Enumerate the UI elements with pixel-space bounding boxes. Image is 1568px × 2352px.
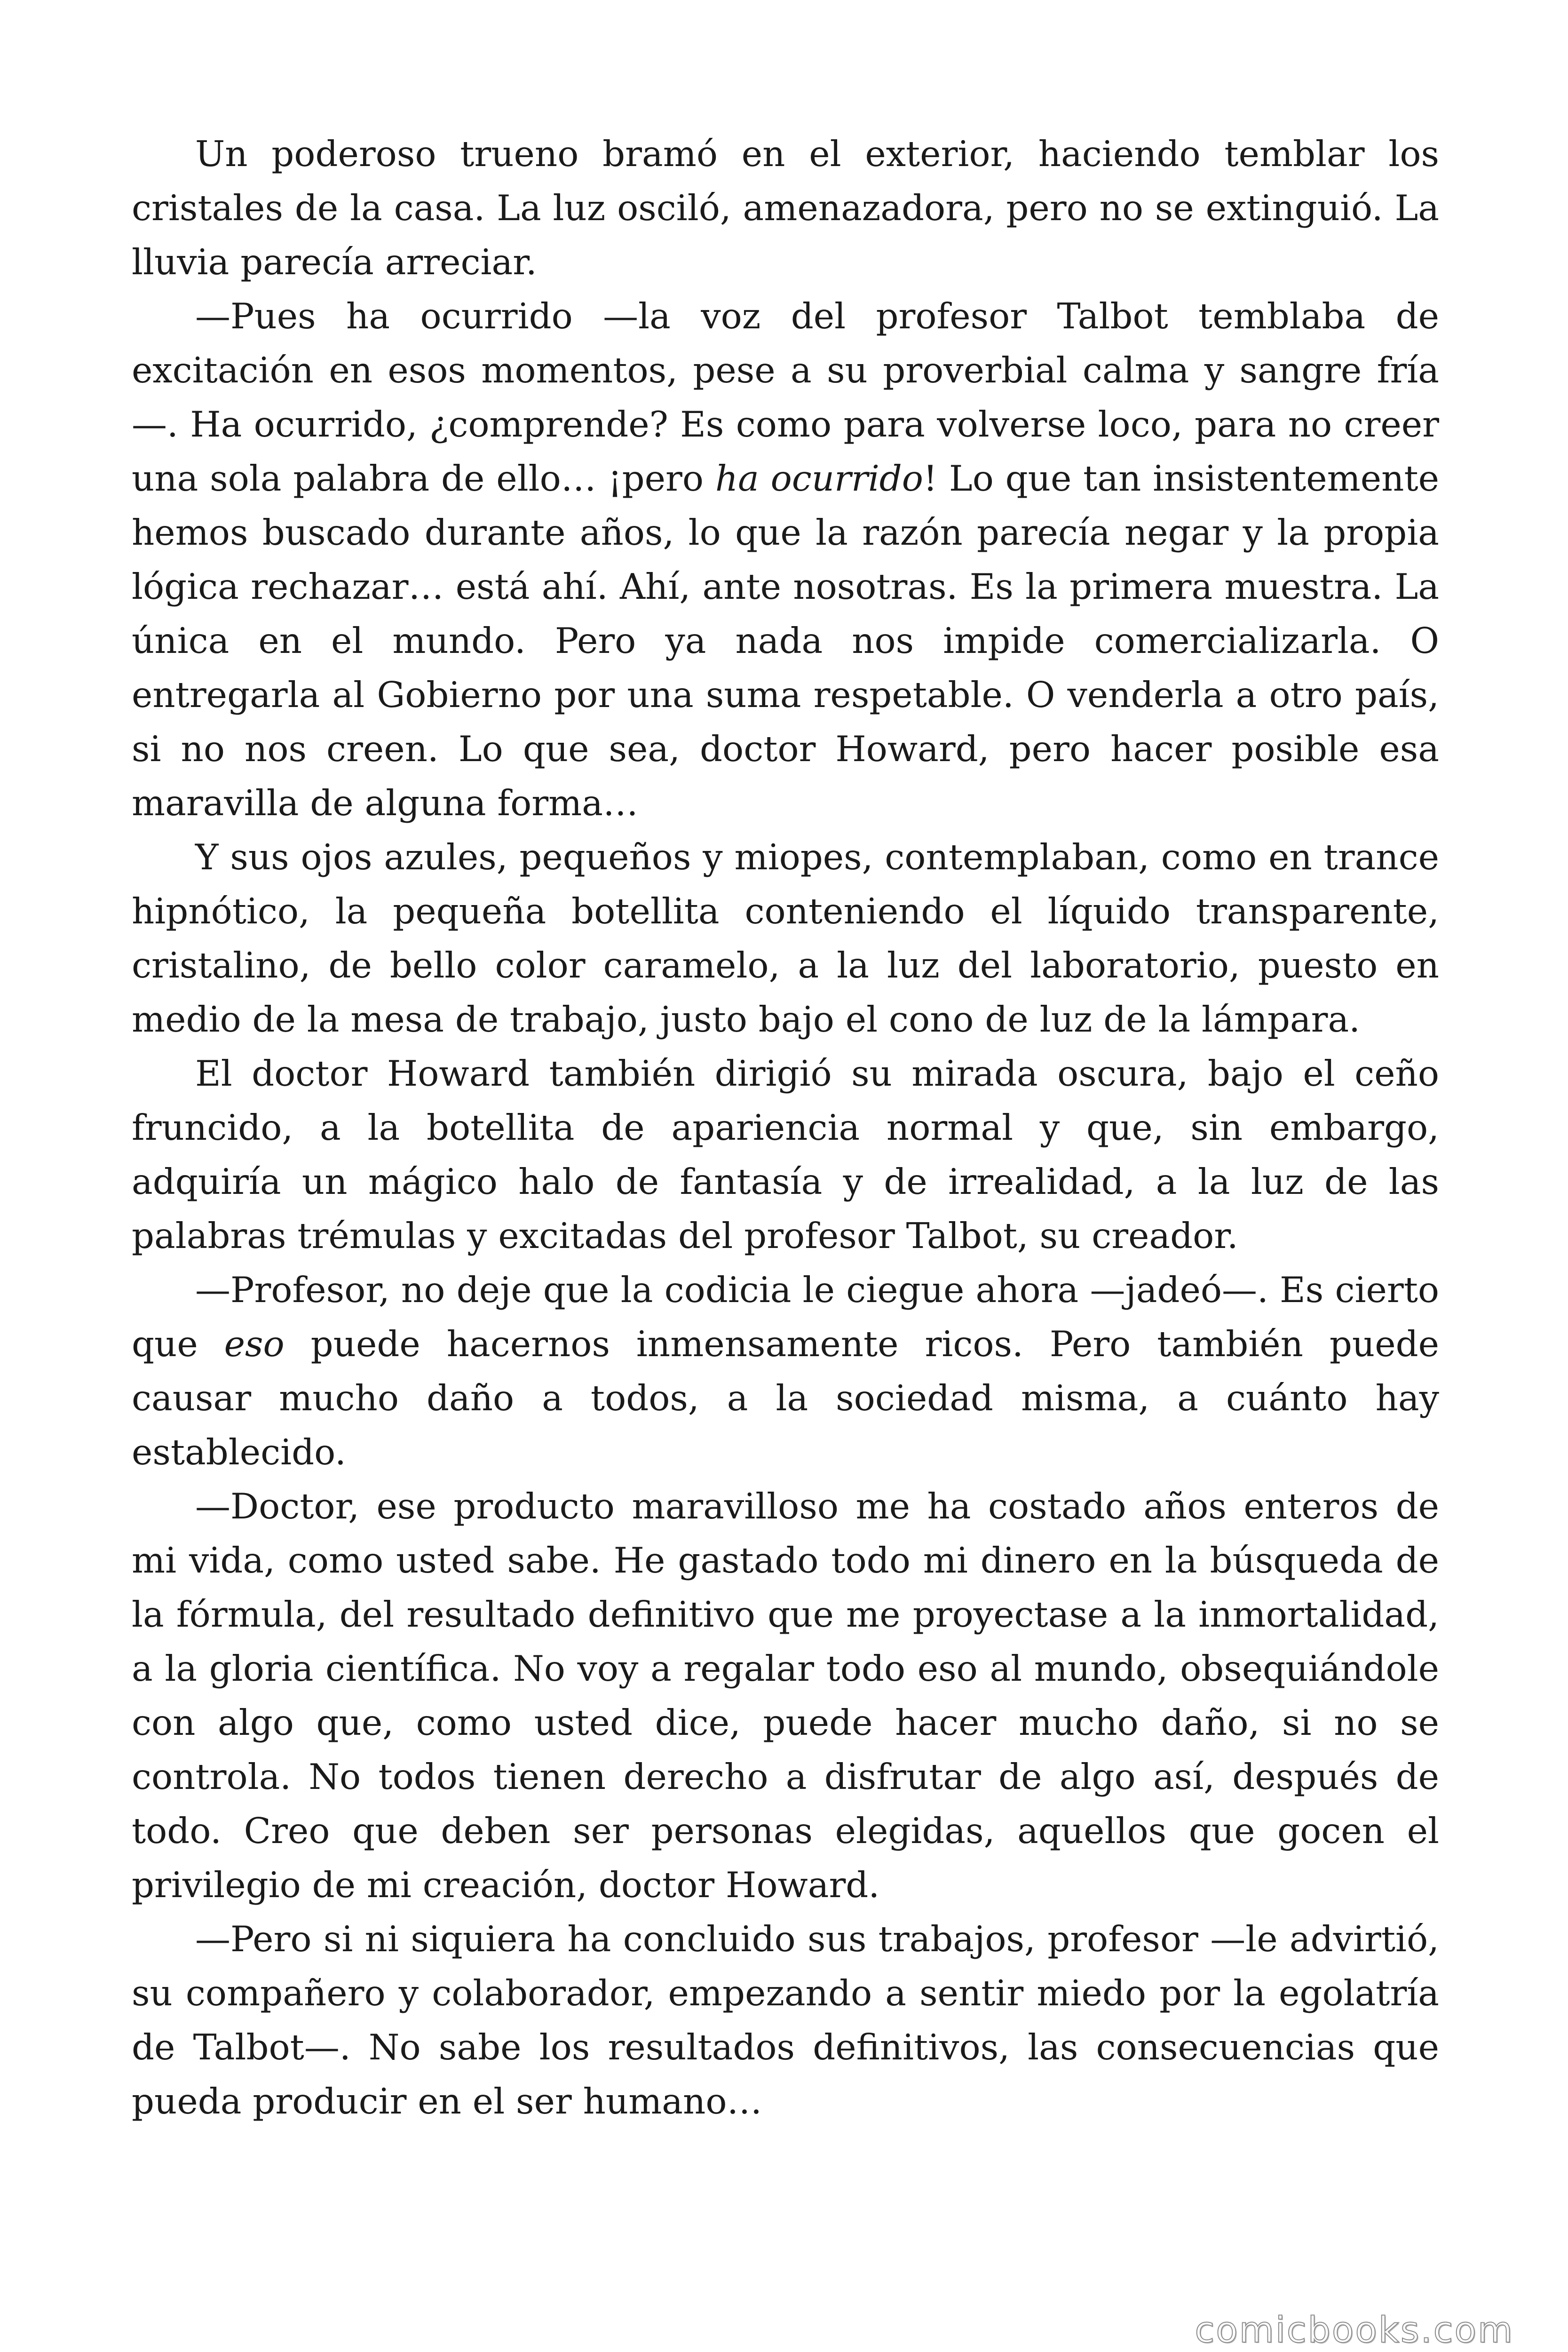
paragraph [132, 830, 1439, 1047]
paragraph-text: puede hacernos inmensamente ricos. Pero también puede causar mucho daño a todos, a la sociedad misma, a cuánto hay establecido. [132, 1323, 1439, 1473]
page-body [132, 127, 1439, 2129]
paragraph-text: —Doctor, ese producto maravilloso me ha costado años enteros de mi vida, como usted sabe. He gastado todo mi dinero en la búsqueda de la fórmula, del resultado definitivo que me proyectase a la inmortalidad, a la gloria científica. No voy a regalar todo eso al mundo, obsequiándole con algo que, como usted dice, puede hacer mucho daño, si no se controla. No todos tienen derecho a disfrutar de algo así, después de todo. Creo que deben ser personas elegidas, aquellos que gocen el privilegio de mi creación, doctor Howard. [132, 1486, 1439, 1906]
paragraph [132, 1263, 1439, 1479]
paragraph [132, 1912, 1439, 2129]
paragraph [132, 127, 1439, 289]
paragraph-text: —Pues ha ocurrido —la voz del profesor Talbot temblaba de excitación en esos momentos, pese a su proverbial calma y sangre fría—. Ha ocurrido, ¿comprende? Es como para volverse loco, para no creer una sola palabra de ello… ¡pero [132, 295, 1439, 499]
paragraph-text: El doctor Howard también dirigió su mirada oscura, bajo el ceño fruncido, a la botellita de apariencia normal y que, sin embargo, adquiría un mágico halo de fantasía y de irrealidad, a la luz de las palabras trémulas y excitadas del profesor Talbot, su creador. [132, 1053, 1439, 1256]
paragraph-text-italic: eso [224, 1323, 285, 1365]
paragraph-text: Un poderoso trueno bramó en el exterior, haciendo temblar los cristales de la casa. La luz osciló, amenazadora, pero no se extinguió. La lluvia parecía arreciar. [132, 133, 1439, 283]
paragraph-text: —Pero si ni siquiera ha concluido sus trabajos, profesor —le advirtió, su compañero y colaborador, empezando a sentir miedo por la egolatría de Talbot—. No sabe los resultados definitivos, las consecuencias que pueda producir en el ser humano… [132, 1918, 1439, 2122]
paragraph [132, 1479, 1439, 1912]
paragraph-text: Y sus ojos azules, pequeños y miopes, contemplaban, como en trance hipnótico, la pequeña botellita conteniendo el líquido transparente, cristalino, de bello color caramelo, a la luz del laboratorio, puesto en medio de la mesa de trabajo, justo bajo el cono de luz de la lámpara. [132, 836, 1439, 1040]
watermark: comicbooks.com [1195, 2309, 1514, 2351]
paragraph-text: ! Lo que tan insistentemente hemos buscado durante años, lo que la razón parecía negar y la propia lógica rechazar… está ahí. Ahí, ante nosotras. Es la primera muestra. La única en el mundo. Pero ya nada nos impide comercializarla. O entregarla al Gobierno por una suma respetable. O venderla a otro país, si no nos creen. Lo que sea, doctor Howard, pero hacer posible esa maravilla de alguna forma… [132, 458, 1440, 824]
paragraph [132, 1047, 1439, 1263]
paragraph-text: —Profesor, no deje que la codicia le ciegue ahora —jadeó—. Es cierto que [132, 1269, 1439, 1365]
paragraph-text-italic: ha ocurrido [715, 458, 923, 499]
paragraph [132, 289, 1439, 830]
